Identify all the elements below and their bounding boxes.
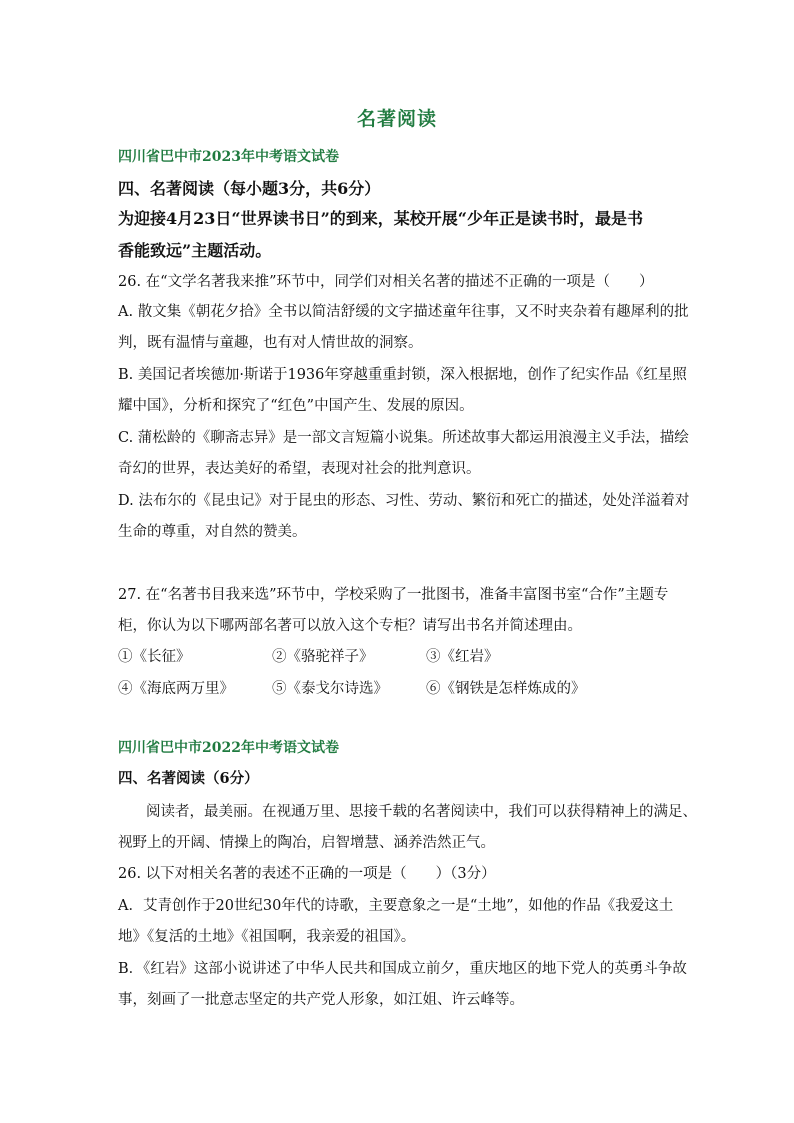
q26-option-d-line2: 生命的尊重，对自然的赞美。 xyxy=(118,524,307,540)
section2-heading: 四、名著阅读（6分） xyxy=(118,770,259,787)
page-title: 名著阅读 xyxy=(356,108,437,130)
q26-option-b-line1: B. 美国记者埃德加·斯诺于1936年穿越重重封锁，深入根据地，创作了纪实作品《红星照 xyxy=(118,367,687,383)
section2-source: 四川省巴中市2022年中考语文试卷 xyxy=(118,740,339,756)
section2-intro-line1: 阅读者，最美丽。在视通万里、思接千载的名著阅读中，我们可以获得精神上的满足、 xyxy=(146,804,697,820)
s2-q26-option-b-line2: 事，刻画了一批意志坚定的共产党人形象，如江姐、许云峰等。 xyxy=(118,992,524,1008)
q26-option-a-line1: A. 散文集《朝花夕拾》全书以简洁舒缓的文字描述童年往事，又不时夹杂着有趣犀利的批 xyxy=(118,304,689,320)
s2-q26-stem: 26. 以下对相关名著的表述不正确的一项是（ ）（3分） xyxy=(118,866,496,882)
q27-book-3: ③《红岩》 xyxy=(426,649,499,665)
section1-intro-line2: 香能致远”主题活动。 xyxy=(118,241,272,260)
s2-q26-option-a-line1: A．艾青创作于20世纪30年代的诗歌，主要意象之一是“土地”，如他的作品《我爱这土 xyxy=(118,898,674,914)
q27-book-6: ⑥《钢铁是怎样炼成的》 xyxy=(426,681,586,697)
q27-stem-line2: 柜，你认为以下哪两部名著可以放入这个专柜？请写出书名并简述理由。 xyxy=(118,618,582,634)
q27-book-1: ①《长征》 xyxy=(118,649,191,665)
s2-q26-option-a-line2: 地》《复活的土地》《祖国啊，我亲爱的祖国》。 xyxy=(118,929,416,945)
section1-intro-line1: 为迎接4月23日“世界读书日”的到来，某校开展“少年正是读书时，最是书 xyxy=(118,209,644,228)
q27-book-2: ②《骆驼祥子》 xyxy=(272,649,374,665)
section1-heading: 四、名著阅读（每小题3分，共6分） xyxy=(118,179,381,198)
q26-option-c-line2: 奇幻的世界，表达美好的希望，表现对社会的批判意识。 xyxy=(118,461,481,477)
q26-option-b-line2: 耀中国》，分析和探究了“红色”中国产生、发展的原因。 xyxy=(118,398,474,414)
q26-option-a-line2: 判，既有温情与童趣，也有对人情世故的洞察。 xyxy=(118,335,423,351)
q26-option-c-line1: C. 蒲松龄的《聊斋志异》是一部文言短篇小说集。所述故事大都运用浪漫主义手法，描绘 xyxy=(118,430,689,446)
section2-intro-line2: 视野上的开阔、情操上的陶冶，启智增慧、涵养浩然正气。 xyxy=(118,835,495,851)
q27-stem-line1: 27. 在“名著书目我来选”环节中，学校采购了一批图书，准备丰富图书室“合作”主题专 xyxy=(118,587,669,603)
q27-book-5: ⑤《泰戈尔诗选》 xyxy=(272,681,388,697)
q27-book-4: ④《海底两万里》 xyxy=(118,681,234,697)
q26-option-d-line1: D. 法布尔的《昆虫记》对于昆虫的形态、习性、劳动、繁衍和死亡的描述，处处洋溢着对 xyxy=(118,493,690,509)
s2-q26-option-b-line1: B．《红岩》这部小说讲述了中华人民共和国成立前夕，重庆地区的地下党人的英勇斗争故 xyxy=(118,961,687,977)
section1-source: 四川省巴中市2023年中考语文试卷 xyxy=(118,149,339,165)
q26-stem: 26. 在“文学名著我来推”环节中，同学们对相关名著的描述不正确的一项是（ ） xyxy=(118,274,654,290)
